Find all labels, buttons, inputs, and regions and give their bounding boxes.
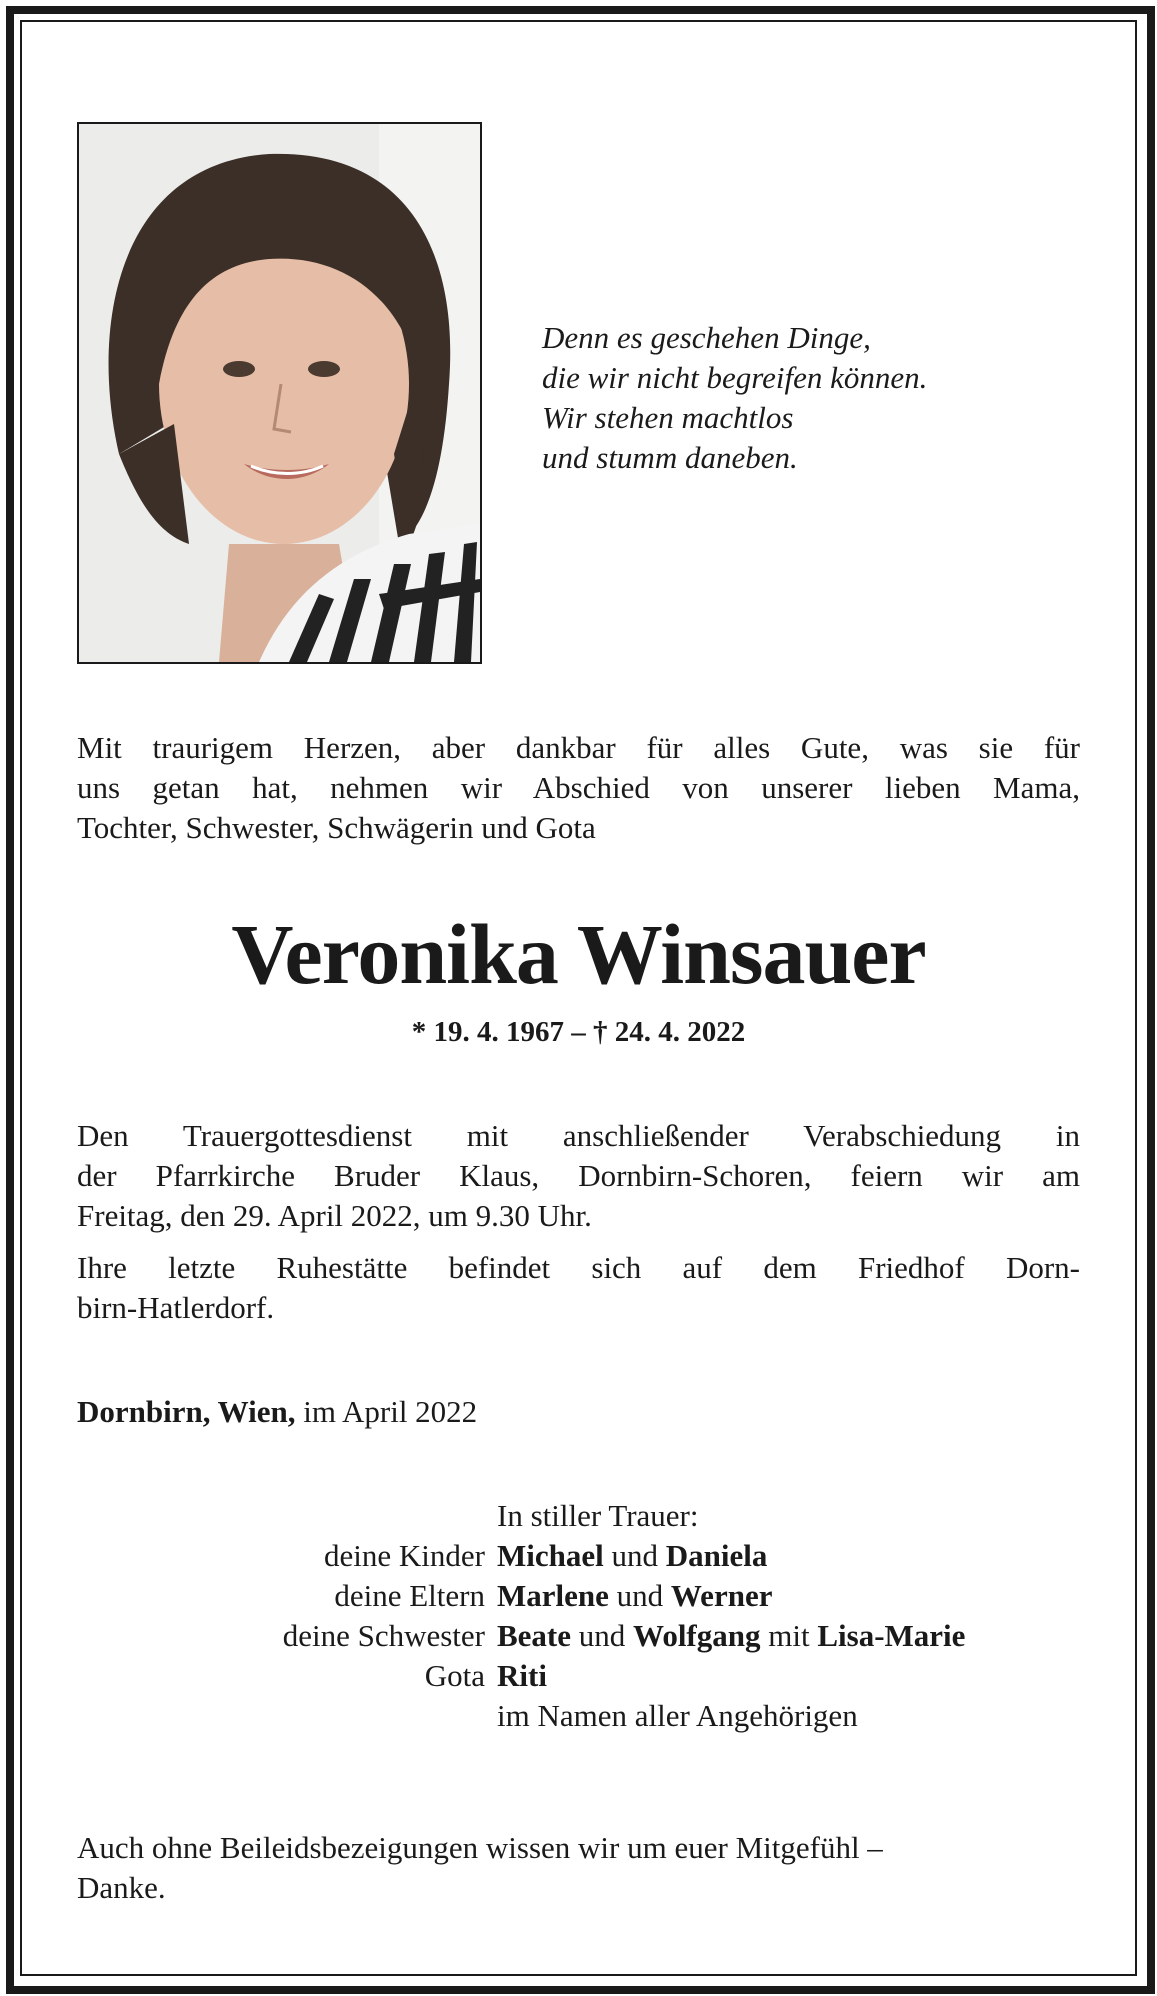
mourner-row-eltern	[0, 1576, 1157, 1616]
mourner-name: Wolfgang	[633, 1618, 761, 1653]
relation-label: Gota	[424, 1658, 485, 1693]
relation-names	[497, 1536, 767, 1576]
relation-names	[497, 1576, 772, 1616]
thanks-line: Danke.	[77, 1870, 166, 1905]
mourner-name: Riti	[497, 1658, 547, 1693]
intro-line: Tochter, Schwester, Schwägerin und Gota	[77, 810, 596, 845]
burial-line: birn-Hatlerdorf.	[77, 1290, 275, 1325]
place-date: im April 2022	[295, 1394, 478, 1429]
mourner-row-schwester	[0, 1616, 1157, 1656]
intro-paragraph	[77, 728, 1080, 848]
quote-line: Denn es geschehen Dinge,	[542, 320, 871, 355]
burial-line: Ihre letzte Ruhestätte befindet sich auf dem Friedhof Dorn-	[77, 1250, 1080, 1285]
quote-line: die wir nicht begreifen können.	[542, 360, 928, 395]
mourner-row-gota	[0, 1656, 1157, 1696]
conjunction: und	[571, 1618, 634, 1653]
portrait-photo	[77, 122, 482, 664]
mourner-name: Marlene	[497, 1578, 609, 1613]
place-cities: Dornbirn, Wien,	[77, 1394, 296, 1429]
relation-names	[497, 1656, 547, 1696]
intro-line: Mit traurigem Herzen, aber dankbar für alles Gute, was sie für	[77, 730, 1080, 765]
intro-line: uns getan hat, nehmen wir Abschied von unserer lieben Mama,	[77, 770, 1080, 805]
thanks-line: Auch ohne Beileidsbezeigungen wissen wir um euer Mitgefühl –	[77, 1830, 883, 1865]
service-line: Den Trauergottesdienst mit anschließender Verabschiedung in	[77, 1118, 1080, 1153]
quote-line: Wir stehen machtlos	[542, 400, 794, 435]
relation-names	[497, 1616, 965, 1656]
mourners-footer: im Namen aller Angehörigen	[497, 1698, 858, 1733]
place-and-date	[77, 1392, 477, 1432]
mourner-row-kinder	[0, 1536, 1157, 1576]
burial-paragraph	[77, 1248, 1080, 1328]
mourners-footer-row	[0, 1696, 1157, 1736]
memorial-quote	[542, 318, 1062, 478]
mourner-name: Werner	[670, 1578, 773, 1613]
mourner-name: Beate	[497, 1618, 572, 1653]
relation-label: deine Schwester	[282, 1618, 485, 1653]
service-line: Freitag, den 29. April 2022, um 9.30 Uhr.	[77, 1198, 592, 1233]
service-line: der Pfarrkirche Bruder Klaus, Dornbirn-Schoren, feiern wir am	[77, 1158, 1080, 1193]
conjunction: und	[608, 1578, 671, 1613]
life-dates: * 19. 4. 1967 – † 24. 4. 2022	[411, 1016, 746, 1048]
mourner-name: Daniela	[665, 1538, 768, 1573]
deceased-name: Veronika Winsauer	[231, 906, 926, 1002]
relation-label: deine Eltern	[334, 1578, 485, 1613]
mourner-name: Lisa-Marie	[817, 1618, 966, 1653]
relation-label: deine Kinder	[324, 1538, 485, 1573]
conjunction: und	[603, 1538, 666, 1573]
mourner-name: Michael	[497, 1538, 604, 1573]
closing-thanks	[77, 1828, 1080, 1908]
mourners-heading: In stiller Trauer:	[497, 1498, 699, 1533]
mourners-heading-row	[0, 1496, 1157, 1536]
quote-line: und stumm daneben.	[542, 440, 798, 475]
mourners-list	[0, 1496, 1157, 1736]
service-paragraph	[77, 1116, 1080, 1236]
conjunction: mit	[760, 1618, 818, 1653]
